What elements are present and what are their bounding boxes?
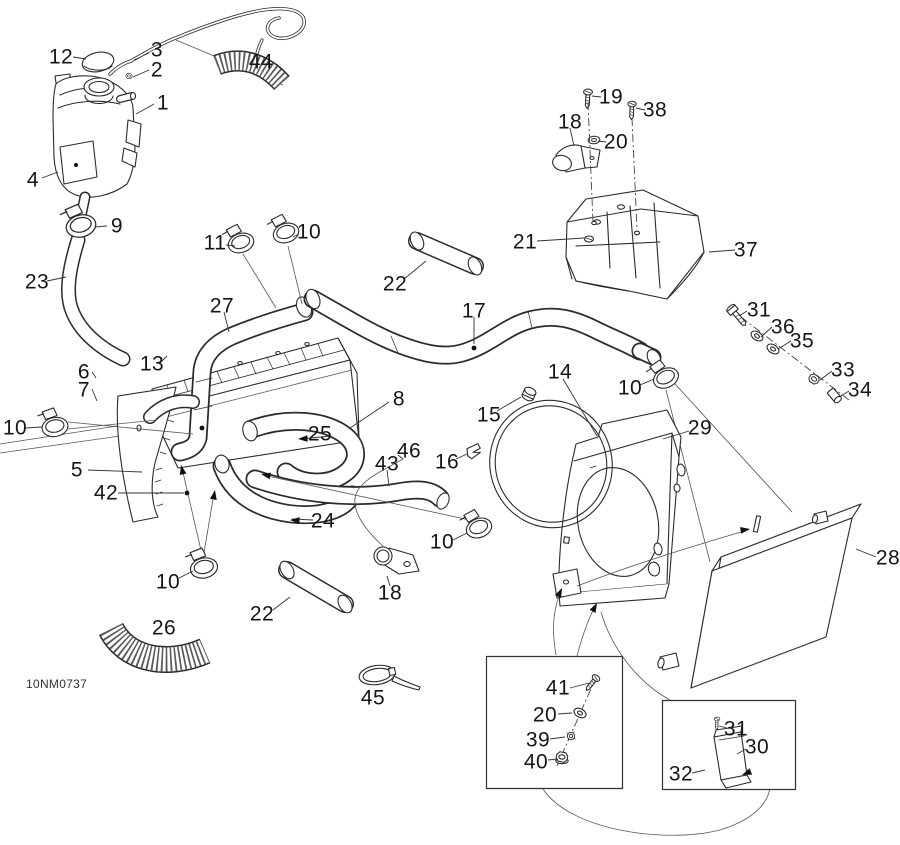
- callout-40: 40: [523, 750, 549, 774]
- callout-10-b: 10: [2, 416, 28, 440]
- callout-25: 25: [307, 422, 333, 446]
- callout-23: 23: [24, 270, 50, 294]
- callout-39: 39: [525, 728, 551, 752]
- callout-18-a: 18: [557, 110, 583, 134]
- callout-5: 5: [70, 458, 84, 482]
- hose-clamp-9: [59, 201, 98, 241]
- callout-33: 33: [830, 358, 856, 382]
- callout-15: 15: [476, 403, 502, 427]
- callout-8: 8: [392, 387, 406, 411]
- callout-19: 19: [598, 85, 624, 109]
- callout-27: 27: [209, 294, 235, 318]
- radiator-stub-lower: [657, 653, 679, 670]
- callout-31-a: 31: [746, 298, 772, 322]
- hose-clamp-10-mid: [458, 506, 494, 542]
- callout-34: 34: [847, 378, 873, 402]
- callout-16: 16: [434, 450, 460, 474]
- callout-44: 44: [248, 50, 274, 74]
- callout-17: 17: [461, 299, 487, 323]
- callout-20-a: 20: [603, 130, 629, 154]
- bracket-screw-21: [585, 236, 594, 242]
- callout-42: 42: [93, 481, 119, 505]
- callout-21: 21: [512, 230, 538, 254]
- callout-9: 9: [110, 214, 124, 238]
- figure-code: 10NM0737: [26, 677, 88, 691]
- p-clamp-18: [374, 547, 419, 574]
- hose-22-lower: [277, 559, 355, 615]
- callout-29: 29: [687, 416, 713, 440]
- callout-45: 45: [360, 686, 386, 710]
- callout-20-b: 20: [532, 703, 558, 727]
- callout-11: 11: [203, 231, 227, 255]
- vent-nut-2: [125, 73, 132, 80]
- elbow-fitting-18-top: [551, 145, 600, 173]
- callout-37: 37: [733, 238, 759, 262]
- callout-35: 35: [789, 329, 815, 353]
- callout-46: 46: [396, 439, 422, 463]
- callout-24: 24: [310, 509, 336, 533]
- bolt-31: [726, 303, 749, 328]
- nut-40: [556, 751, 568, 763]
- callout-31-b: 31: [723, 717, 749, 741]
- hose-clamp-10-bottom: [184, 546, 219, 581]
- callout-22-a: 22: [382, 272, 408, 296]
- callout-10-c: 10: [617, 376, 643, 400]
- callout-38: 38: [642, 98, 668, 122]
- callout-32: 32: [668, 762, 694, 786]
- callout-3: 3: [150, 38, 164, 62]
- reservoir-cap: [80, 49, 115, 74]
- screw-38: [627, 101, 636, 120]
- radiator-28: [657, 504, 861, 688]
- callout-10-a: 10: [296, 220, 322, 244]
- screw-19: [583, 89, 593, 109]
- nut-33: [807, 373, 820, 386]
- shroud-pin: [753, 516, 760, 532]
- callout-10-e: 10: [155, 570, 181, 594]
- callout-10-d: 10: [429, 530, 455, 554]
- hose-22-upper: [408, 230, 485, 277]
- callout-2: 2: [150, 58, 164, 82]
- coolant-reservoir: [53, 9, 304, 216]
- callout-36: 36: [770, 315, 796, 339]
- callout-43: 43: [374, 452, 400, 476]
- hose-23: [69, 240, 123, 359]
- callout-1: 1: [156, 91, 170, 115]
- callout-6: 6: [77, 360, 91, 384]
- callout-7: 7: [77, 378, 91, 402]
- callout-30: 30: [744, 735, 770, 759]
- bushing-15: [521, 386, 537, 403]
- callout-26: 26: [151, 616, 177, 640]
- callout-28: 28: [875, 546, 900, 570]
- reservoir-label-panel: [60, 141, 97, 184]
- radiator-stub-upper: [812, 511, 828, 524]
- callout-41: 41: [545, 676, 571, 700]
- callout-22-b: 22: [249, 602, 275, 626]
- callout-18-b: 18: [377, 581, 403, 605]
- callout-12: 12: [48, 45, 74, 69]
- clip-16: [465, 443, 482, 459]
- callout-13: 13: [139, 352, 165, 376]
- callout-14: 14: [547, 360, 573, 384]
- callout-4: 4: [26, 168, 40, 192]
